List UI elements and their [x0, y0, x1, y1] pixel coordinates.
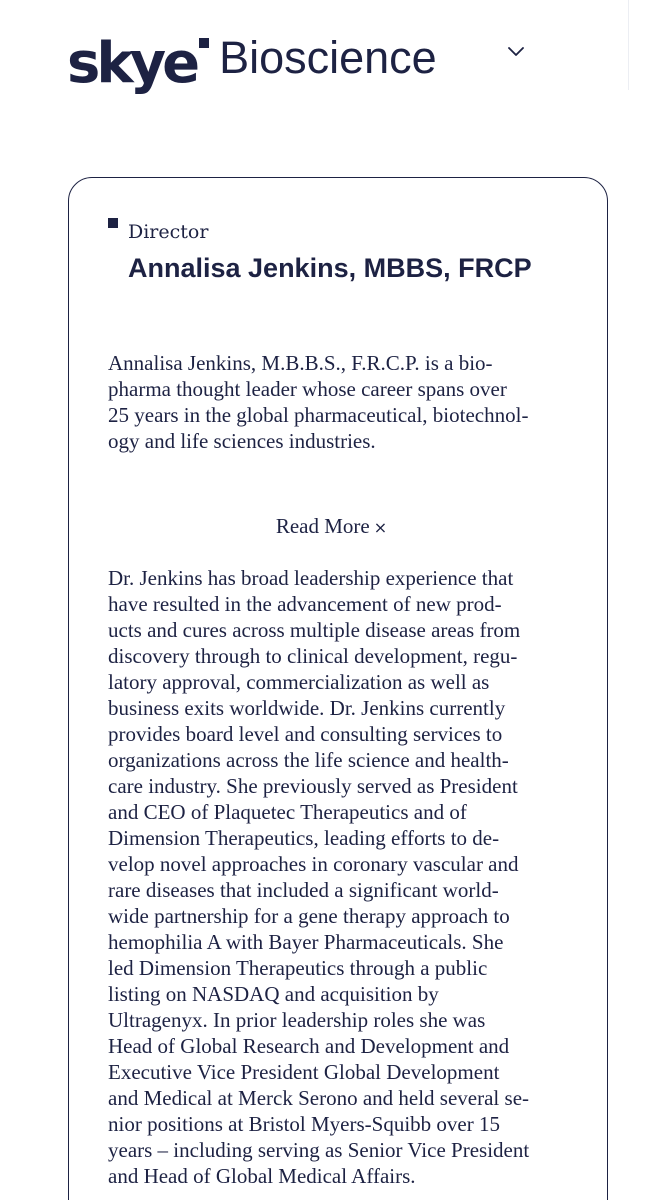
summary-line: 25 years in the global pharmaceutical, biotechnol- — [108, 403, 529, 427]
details-line: nior positions at Bristol Myers-Squibb over 15 — [108, 1112, 500, 1136]
logo-wordmark: Bioscience — [219, 32, 437, 83]
details-line: Executive Vice President Global Development — [108, 1060, 500, 1084]
close-icon: × — [373, 518, 388, 537]
details-line: wide partnership for a gene therapy approach to — [108, 904, 510, 928]
details-line: Ultragenyx. In prior leadership roles she was — [108, 1008, 486, 1032]
details-line: and CEO of Plaquetec Therapeutics and of — [108, 800, 467, 824]
summary-line: Annalisa Jenkins, M.B.B.S., F.R.C.P. is a bio- — [108, 351, 493, 375]
details-line: care industry. She previously served as President — [108, 774, 518, 798]
details-line: led Dimension Therapeutics through a public — [108, 956, 488, 980]
profile-details — [108, 565, 570, 1189]
details-line: years – including serving as Senior Vice President — [108, 1138, 530, 1162]
details-line: velop novel approaches in coronary vascular and — [108, 852, 519, 876]
profile-summary — [108, 350, 570, 454]
profile-role: Director — [128, 221, 209, 243]
details-line: organizations across the life science and health- — [108, 748, 509, 772]
details-line: and Medical at Merck Serono and held several se- — [108, 1086, 530, 1110]
details-line: rare diseases that included a significant world- — [108, 878, 499, 902]
details-line: Dr. Jenkins has broad leadership experience that — [108, 566, 514, 590]
chevron-down-icon[interactable] — [507, 44, 525, 58]
details-line: ucts and cures across multiple disease areas from — [108, 618, 521, 642]
details-line: Head of Global Research and Development and — [108, 1034, 510, 1058]
logo-dot — [199, 38, 209, 48]
details-line: provides board level and consulting services to — [108, 722, 503, 746]
site-header — [0, 0, 663, 110]
square-bullet-icon — [108, 218, 118, 228]
details-line: latory approval, commercialization as well as — [108, 670, 490, 694]
details-line: business exits worldwide. Dr. Jenkins currently — [108, 696, 506, 720]
header-divider — [628, 0, 629, 90]
site-logo[interactable] — [67, 28, 437, 96]
profile-name: Annalisa Jenkins, MBBS, FRCP — [128, 253, 532, 283]
details-line: hemophilia A with Bayer Pharmaceuticals. She — [108, 930, 504, 954]
details-line: have resulted in the advancement of new prod- — [108, 592, 502, 616]
details-line: listing on NASDAQ and acquisition by — [108, 982, 439, 1006]
details-line: discovery through to clinical development, regu- — [108, 644, 518, 668]
summary-line: ogy and life sciences industries. — [108, 429, 376, 453]
logo-mark: skye — [67, 31, 197, 96]
read-more-toggle[interactable] — [0, 513, 663, 541]
details-line: and Head of Global Medical Affairs. — [108, 1164, 416, 1188]
read-more-label: Read More — [275, 514, 370, 538]
summary-line: pharma thought leader whose career spans over — [108, 377, 507, 401]
details-line: Dimension Therapeutics, leading efforts to de- — [108, 826, 500, 850]
